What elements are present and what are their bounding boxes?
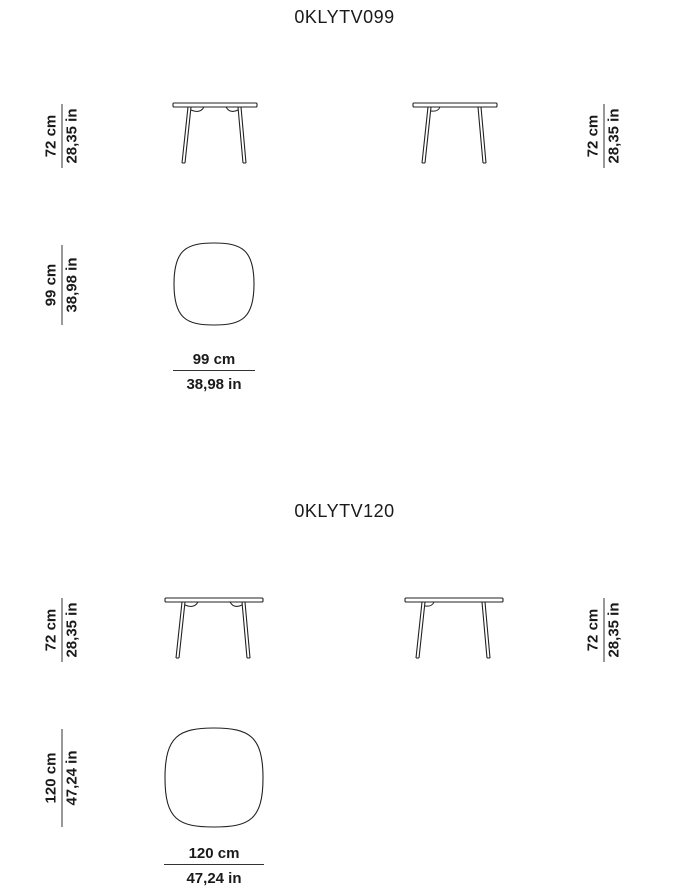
depth-cm-label: 99 cm <box>42 263 60 307</box>
depth-in-label: 38,98 in <box>63 257 81 313</box>
model-code: 0KLYTV120 <box>294 501 395 521</box>
width-cm-label: 99 cm <box>192 351 236 368</box>
height-in-label: 28,35 in <box>605 602 623 658</box>
dimension-divider <box>173 370 255 371</box>
width-in-label: 47,24 in <box>186 870 242 887</box>
width-dimension <box>164 844 264 889</box>
height-in-label: 28,35 in <box>605 108 623 164</box>
width-in-label: 38,98 in <box>186 376 242 393</box>
height-cm-label: 72 cm <box>584 114 602 158</box>
table-top-plan-view <box>163 727 265 829</box>
model-code: 0KLYTV099 <box>294 7 395 27</box>
table-front-elevation <box>170 100 260 170</box>
depth-in-label: 47,24 in <box>63 750 81 806</box>
depth-cm-label: 120 cm <box>42 752 60 804</box>
height-cm-label: 72 cm <box>42 114 60 158</box>
dimension-divider <box>164 864 264 865</box>
height-cm-label: 72 cm <box>42 608 60 652</box>
width-cm-label: 120 cm <box>188 845 240 862</box>
table-side-elevation <box>402 595 506 665</box>
width-dimension <box>173 350 255 395</box>
table-front-elevation <box>162 595 266 665</box>
height-in-label: 28,35 in <box>63 108 81 164</box>
height-in-label: 28,35 in <box>63 602 81 658</box>
table-side-elevation <box>410 100 500 170</box>
table-top-plan-view <box>172 242 256 326</box>
height-cm-label: 72 cm <box>584 608 602 652</box>
